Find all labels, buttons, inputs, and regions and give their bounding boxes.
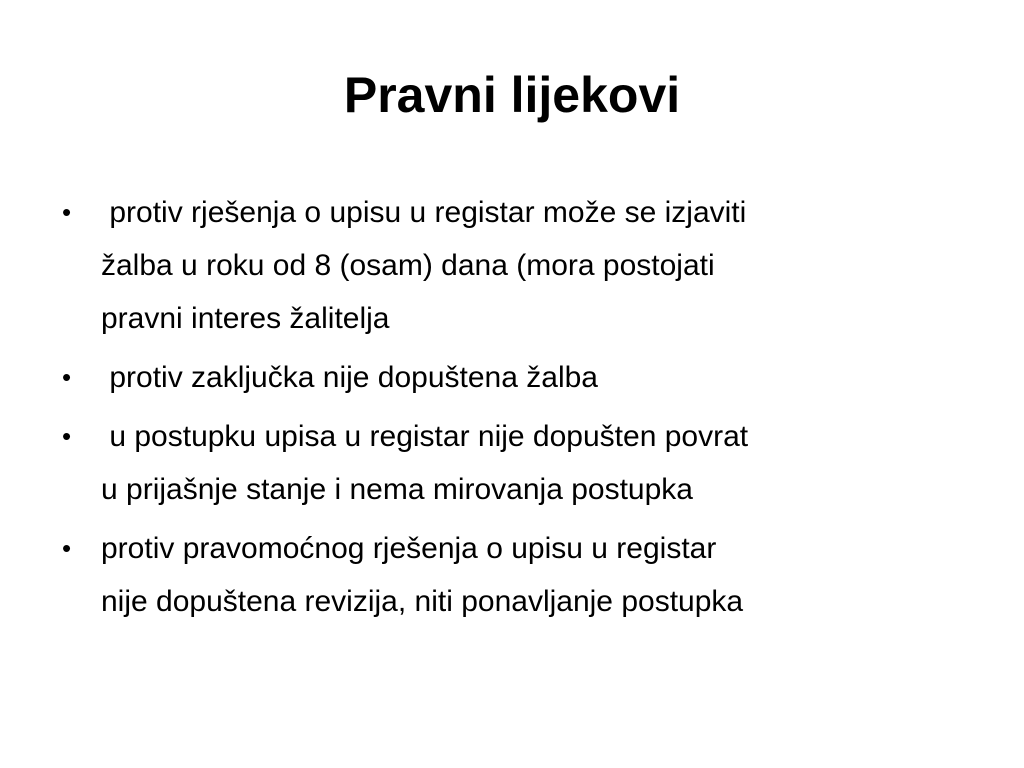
bullet-marker: •	[62, 533, 72, 563]
bullet-text: protiv rješenja o upisu u registar može se izjaviti žalba u roku od 8 (osam) dana (mora postojati pravni interes žalitelja	[101, 196, 747, 335]
bullet-text: protiv pravomoćnog rješenja o upisu u registar nije dopuštena revizija, niti ponavljanje postupka	[101, 532, 744, 618]
bullet-text: u postupku upisa u registar nije dopušten povrat u prijašnje stanje i nema mirovanja postupka	[101, 420, 749, 506]
bullet-item	[58, 186, 958, 345]
bullet-item	[58, 351, 958, 404]
bullet-list	[58, 186, 958, 634]
slide-title: Pravni lijekovi	[343, 67, 681, 123]
bullet-item	[58, 410, 958, 516]
bullet-marker: •	[62, 362, 72, 392]
bullet-marker: •	[62, 421, 72, 451]
bullet-marker: •	[62, 197, 72, 227]
bullet-item	[58, 522, 958, 628]
bullet-text: protiv zaključka nije dopuštena žalba	[109, 361, 598, 394]
